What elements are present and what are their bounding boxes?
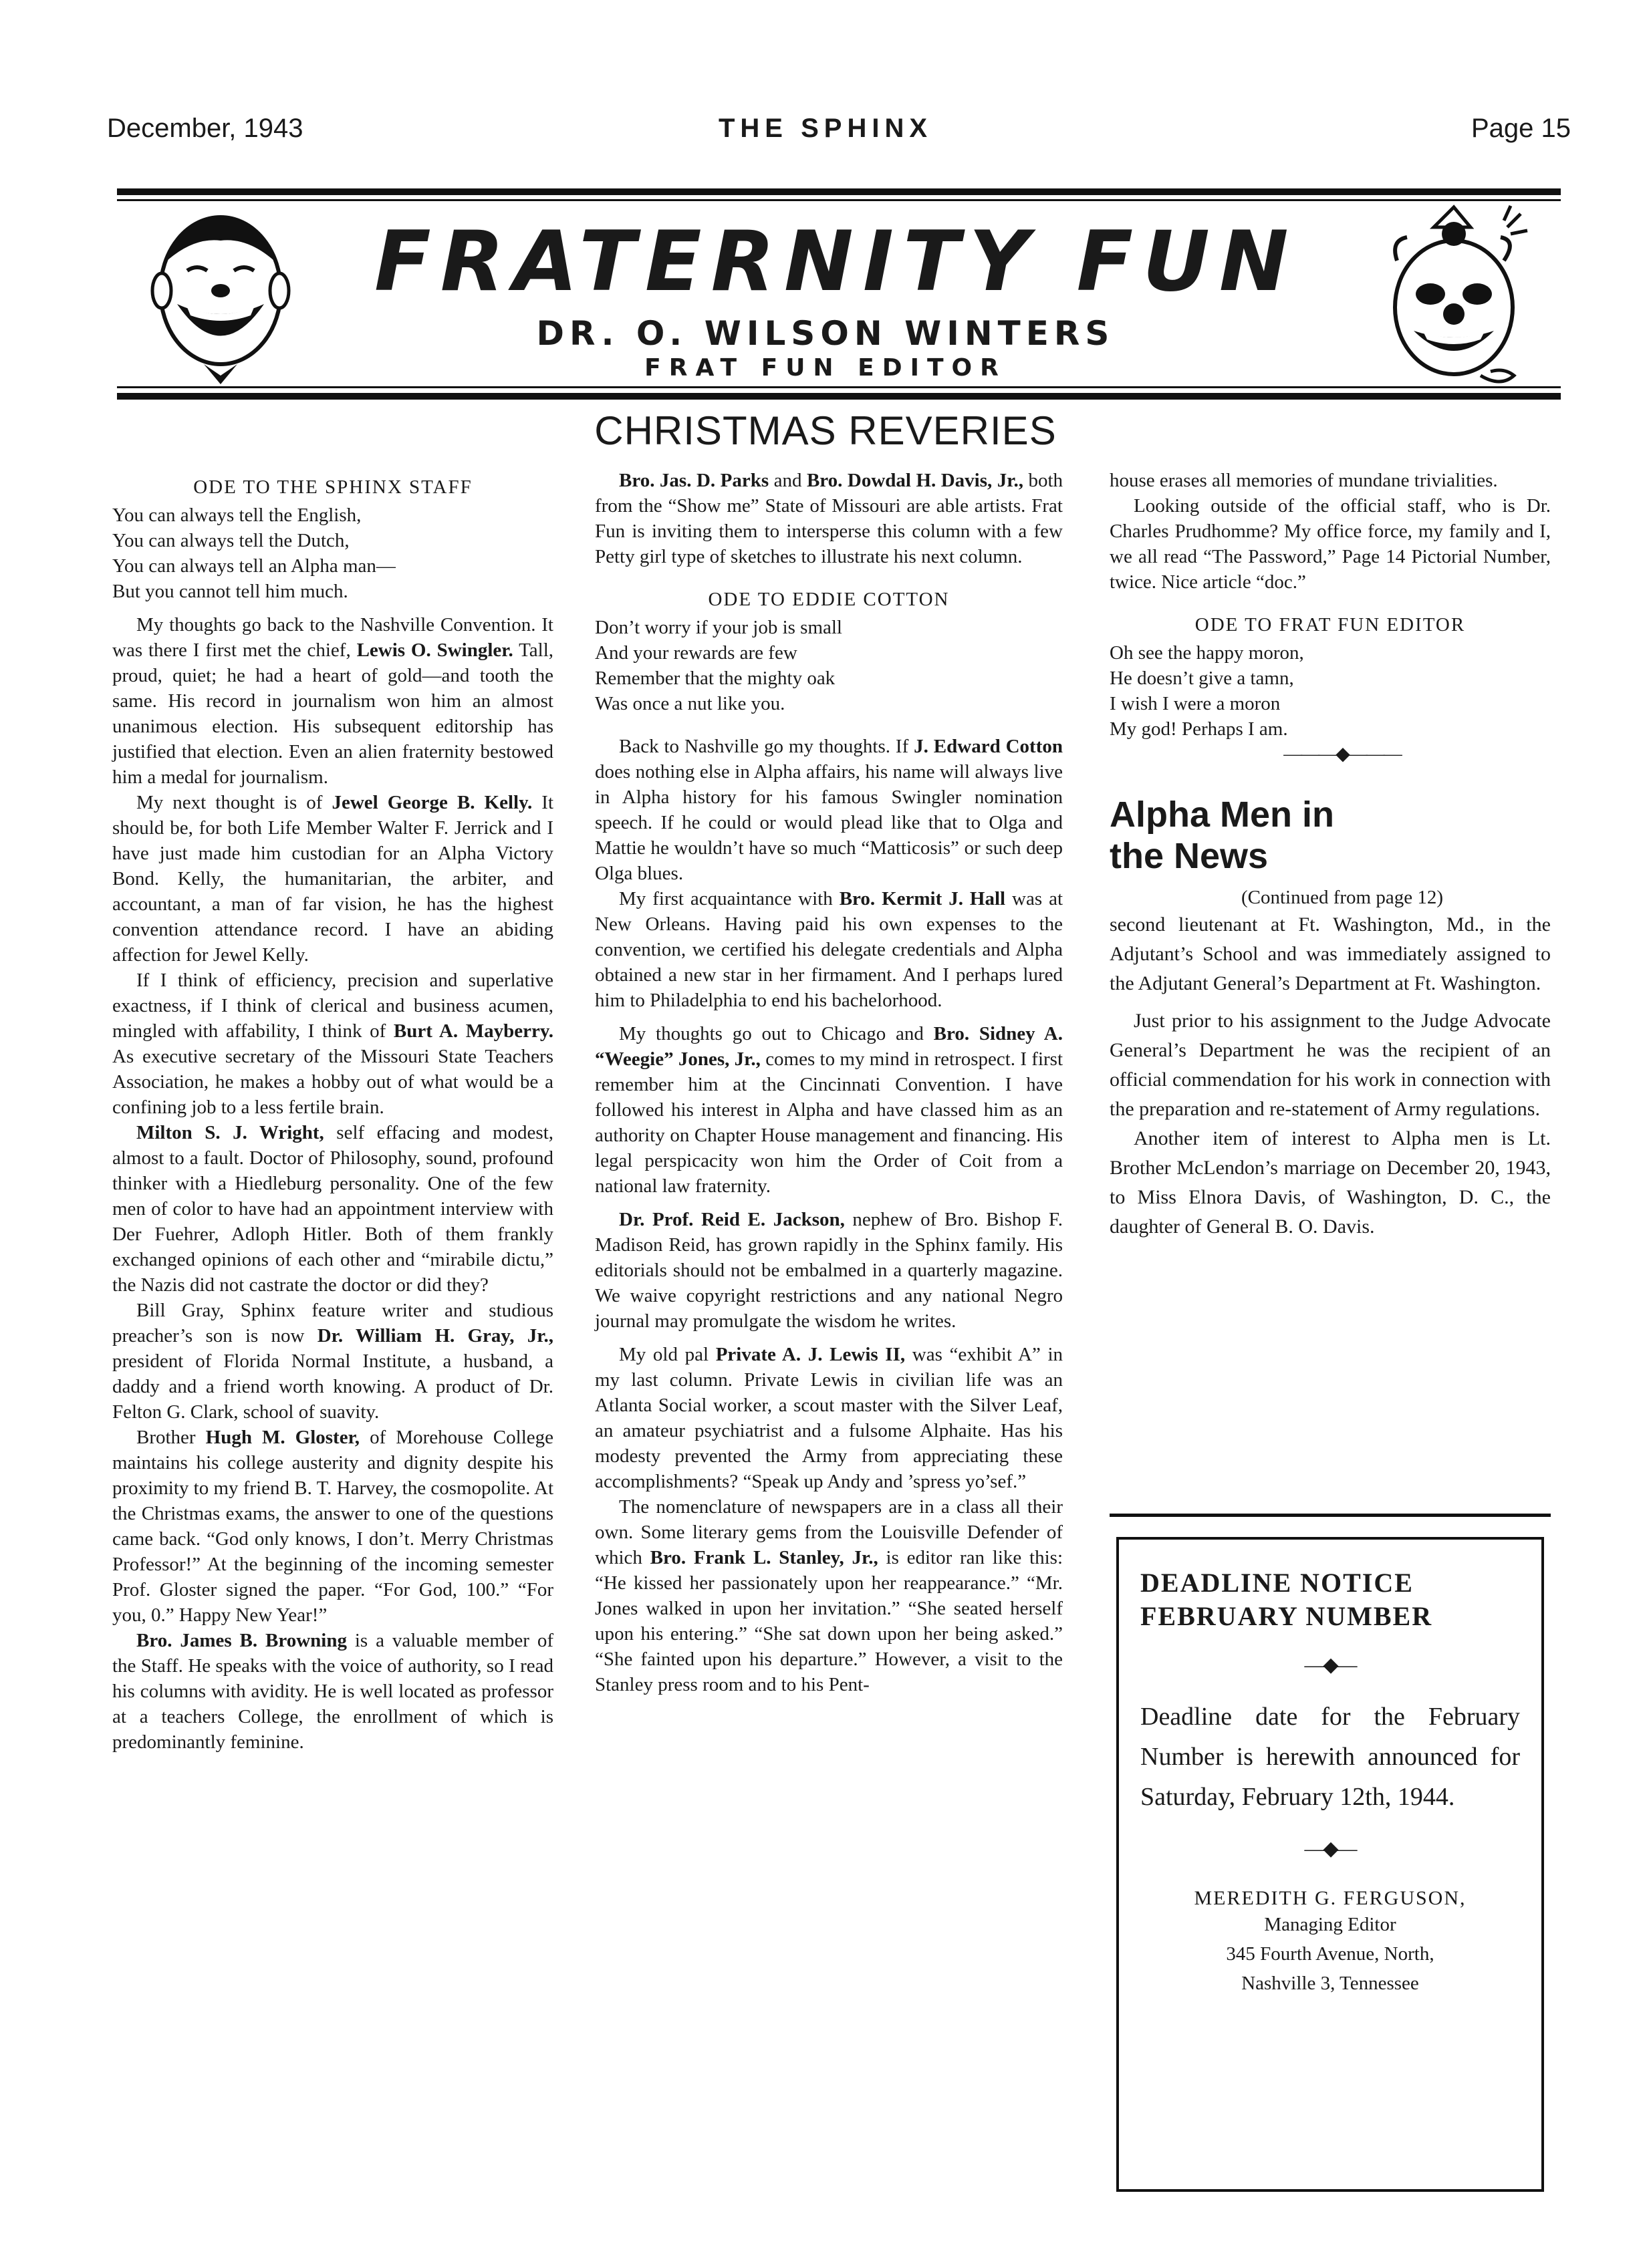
editor-title: Managing Editor [1264, 1914, 1396, 1935]
text: both from the “Show me” State of Missouri are able artists. Frat Fun is inviting them to intersperse this column with a few Petty girl type of sketches to illustrate his next column. [595, 470, 1063, 567]
text: The nomenclature of newspapers are in a class all their own. Some literary gems from the Louisville Defender of which [595, 1496, 1063, 1568]
paragraph [595, 1021, 1063, 1199]
poem-title: ODE TO EDDIE COTTON [708, 589, 950, 610]
text: is a valuable member of the Staff. He speaks with the voice of authority, so I read his columns with avidity. He is well located as professor at a teachers College, the enrollment of which is predominantly feminine. [112, 1630, 553, 1753]
text: comes to my mind in retrospect. I first remember him at the Cincinnati Convention. I have followed his interest in Alpha and have classed him as an authority on Chapter House management and financing. His legal perspicacity won him the Order of Coit from a national law fraternity. [595, 1048, 1063, 1197]
verse-line: And your rewards are few [595, 642, 797, 664]
masthead-bottom-rule [117, 393, 1561, 400]
person-name: Burt A. Mayberry. [393, 1020, 553, 1042]
text: My first acquaintance with [619, 888, 833, 909]
verse-line: My god! Perhaps I am. [1110, 718, 1288, 740]
person-name: Private A. J. Lewis II, [715, 1344, 906, 1365]
person-name: Bro. Dowdal H. Davis, Jr., [806, 470, 1023, 491]
person-name: Lewis O. Swingler. [356, 640, 513, 661]
paragraph [595, 886, 1063, 1013]
poem-title: ODE TO FRAT FUN EDITOR [1194, 614, 1466, 635]
text: was at New Orleans. Having paid his own expenses to the convention, we certified his delegate credentials and Alpha obtained a new star in her firmament. And I perhaps lured him to Philadelphia to end his bachelorhood. [595, 888, 1063, 1011]
person-name: J. Edward Cotton [914, 736, 1063, 757]
person-name: Bro. Sidney A. “Weegie” Jones, Jr., [595, 1023, 1063, 1070]
paragraph: Another item of interest to Alpha men is Lt. Brother McLendon’s marriage on December 20, 1943, to Miss Elnora Davis, of Washington, D. C., the daughter of General B. O. Davis. [1110, 1127, 1551, 1238]
page-number: Page 15 [1471, 114, 1571, 143]
text: Brother [136, 1427, 196, 1448]
person-name: Bro. Jas. D. Parks [619, 470, 769, 491]
verse-line: Don’t worry if your job is small [595, 617, 842, 638]
text: was “exhibit A” in my last column. Private Lewis in civilian life was an Atlanta Social worker, a scout master with the Silver Leaf, an amateur psychiatrist and a fulsome Alphaite. Has his modesty prevented the Army from appreciating these accomplishments? “Speak up Andy and ’spress yo’sef.” [595, 1344, 1063, 1492]
person-name: Bro. Frank L. Stanley, Jr., [650, 1547, 878, 1568]
text: My thoughts go out to Chicago and [619, 1023, 924, 1044]
news-heading-line: Alpha Men in [1110, 795, 1334, 835]
column-3 [1110, 468, 1551, 1242]
paragraph: house erases all memories of mundane trivialities. [1110, 470, 1498, 491]
paragraph [595, 1342, 1063, 1494]
text: Tall, proud, quiet; he had a heart of gold—and tooth the same. His record in journalism won him an almost unanimous election. His subsequent editorship has justified that election. Even an alien fraternity bestowed him a medal for journalism. [112, 640, 554, 788]
masthead-top-rule [117, 188, 1561, 195]
text: self effacing and modest, almost to a fault. Doctor of Philosophy, sound, profound thinker with a Hiedleburg personality. One of the few men of color to have had an appointment interview with Der Fuehrer, Adloph Hitler. Both of them frankly exchanged opinions of each other and “mirabile dictu,” the Nazis did not castrate the doctor or did they? [112, 1122, 553, 1296]
notice-separator: —◆— [1304, 1654, 1356, 1676]
paragraph [595, 734, 1063, 886]
paragraph [595, 468, 1063, 569]
continued-note: (Continued from page 12) [1241, 887, 1443, 908]
verse-line: I wish I were a moron [1110, 693, 1281, 714]
editor-signature: MEREDITH G. FERGUSON, [1194, 1887, 1467, 1909]
paragraph [112, 612, 553, 790]
person-name: Dr. William H. Gray, Jr., [317, 1325, 553, 1346]
paragraph: Just prior to his assignment to the Judge Advocate General’s Department he was the recipient of an official commendation for his work in connection with the preparation and re-statement of Army regulations. [1110, 1010, 1551, 1120]
text: does nothing else in Alpha affairs, his name will always live in Alpha history for his famous Swingler nomination speech. If he could or would plead like that to Olga and Mattie he wouldn’t have so much “Matticosis” or such deep Olga blues. [595, 761, 1063, 884]
paragraph [112, 968, 553, 1120]
column-2 [595, 468, 1063, 1697]
person-name: Milton S. J. Wright, [136, 1122, 324, 1143]
masthead-bottom-rule-thin [117, 386, 1561, 388]
section-separator: ———◆——— [1283, 744, 1401, 764]
text: Bill Gray, Sphinx feature writer and studious preacher’s son is now [112, 1300, 553, 1346]
text: president of Florida Normal Institute, a husband, a daddy and a friend worth knowing. A product of Dr. Felton G. Clark, school of suavity. [112, 1351, 553, 1423]
verse-line: Oh see the happy moron, [1110, 642, 1304, 664]
section-banner: CHRISTMAS REVERIES [594, 408, 1057, 453]
address-line: 345 Fourth Avenue, North, [1226, 1943, 1434, 1965]
notice-top-rule [1110, 1514, 1551, 1517]
masthead-title: FRATERNITY FUN [374, 214, 1298, 310]
poem-title: ODE TO THE SPHINX STAFF [193, 476, 473, 498]
notice-body: Deadline date for the February Number is herewith announced for Saturday, February 12th, 1944. [1140, 1703, 1520, 1811]
publication-name: THE SPHINX [718, 114, 933, 143]
person-name: Bro. James B. Browning [136, 1630, 347, 1651]
paragraph [112, 790, 553, 968]
text: It should be, for both Life Member Walter F. Jerrick and I have just made him custodian for an Alpha Victory Bond. Kelly, the humanitarian, the arbiter, and accountant, a man of far vision, he has the highest convention attendance record. I have an abiding affection for Jewel Kelly. [112, 792, 553, 966]
news-heading [1110, 794, 1551, 877]
paragraph [112, 1628, 553, 1755]
editor-name: DR. O. WILSON WINTERS [536, 314, 1115, 353]
paragraph: second lieutenant at Ft. Washington, Md., in the Adjutant’s School and was immediately assigned to the Adjutant General’s Department at Ft. Washington. [1110, 913, 1551, 994]
person-name: Bro. Kermit J. Hall [839, 888, 1006, 909]
masthead-top-rule-thin [117, 199, 1561, 201]
paragraph [112, 1120, 553, 1298]
text: My old pal [619, 1344, 709, 1365]
verse-line: You can always tell an Alpha man— [112, 555, 396, 577]
text: is editor ran like this: “He kissed her passionately upon her reappearance.” “Mr. Jones walked in upon her invitation.” “She seated herself upon his entering.” “She sat down upon her being asked.” “She fainted upon his departure.” However, a visit to the Stanley press room and to his Pent- [595, 1547, 1063, 1695]
notice-heading: DEADLINE NOTICE [1140, 1568, 1414, 1598]
text: As executive secretary of the Missouri State Teachers Association, he makes a hobby out of what would be a confining job to a less fertile brain. [112, 1046, 553, 1118]
issue-date: December, 1943 [107, 114, 303, 143]
text: nephew of Bro. Bishop F. Madison Reid, has grown rapidly in the Sphinx family. His editorials should not be embalmed in a quarterly magazine. We waive copyright restrictions and any national Negro journal may promulgate the wisdom he writes. [595, 1209, 1063, 1332]
person-name: Jewel George B. Kelly. [332, 792, 533, 813]
paragraph [112, 1425, 553, 1628]
column-1 [112, 468, 553, 1755]
text: If I think of efficiency, precision and superlative exactness, if I think of clerical and business acumen, mingled with affability, I think of [112, 970, 553, 1042]
paragraph [595, 1494, 1063, 1697]
address-line: Nashville 3, Tennessee [1241, 1973, 1419, 1994]
verse-line: Was once a nut like you. [595, 693, 785, 714]
verse-line: He doesn’t give a tamn, [1110, 668, 1294, 689]
text: and [773, 470, 802, 491]
text: Back to Nashville go my thoughts. If [619, 736, 909, 757]
text: My next thought is of [136, 792, 323, 813]
verse-line: You can always tell the English, [112, 505, 362, 526]
editor-role: FRAT FUN EDITOR [644, 354, 1007, 382]
text: of Morehouse College maintains his college austerity and dignity despite his proximity to my friend B. T. Harvey, the cosmopolite. At the Christmas exams, the answer to one of the questions came back. “God only knows, I don’t. Merry Christmas Professor!” At the beginning of the incoming semester Prof. Gloster signed the paper. “For God, 100.” “For you, 0.” Happy New Year!” [112, 1427, 554, 1626]
deadline-notice-box [1116, 1537, 1544, 2192]
news-body [1110, 910, 1551, 1242]
verse-line: But you cannot tell him much. [112, 581, 348, 602]
notice-separator: —◆— [1304, 1838, 1356, 1860]
verse-line: Remember that the mighty oak [595, 668, 836, 689]
text: My thoughts go back to the Nashville Convention. It was there I first met the chief, [112, 614, 553, 661]
paragraph [595, 1207, 1063, 1334]
paragraph [112, 1298, 553, 1425]
news-heading-line: the News [1110, 836, 1269, 876]
person-name: Dr. Prof. Reid E. Jackson, [619, 1209, 845, 1230]
person-name: Hugh M. Gloster, [205, 1427, 360, 1448]
notice-heading: FEBRUARY NUMBER [1140, 1601, 1433, 1631]
verse-line: You can always tell the Dutch, [112, 530, 350, 551]
paragraph: Looking outside of the official staff, who is Dr. Charles Prudhomme? My office force, my family and I, we all read “The Password,” Page 14 Pictorial Number, twice. Nice article “doc.” [1110, 495, 1551, 593]
